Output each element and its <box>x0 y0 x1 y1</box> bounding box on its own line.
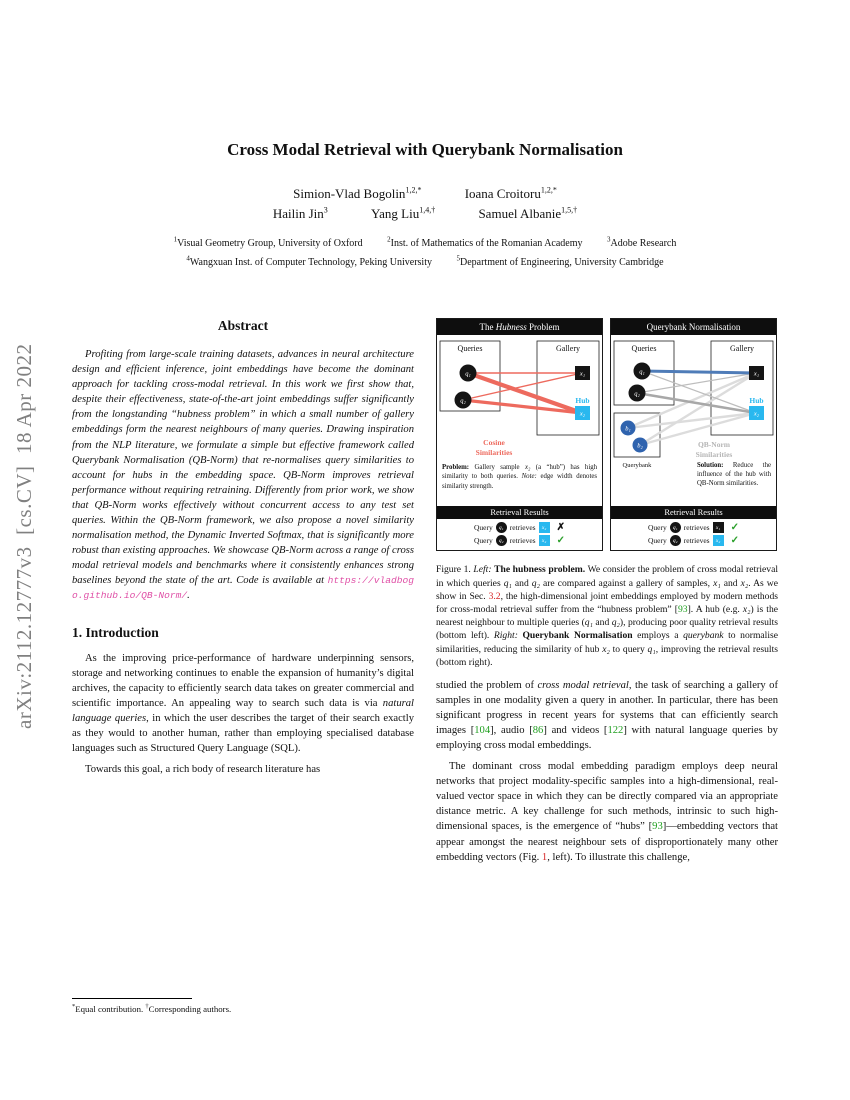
text-segment: and <box>720 577 741 589</box>
row-text: retrieves <box>683 536 710 546</box>
text-segment: , the high-dimensional joint embeddings employed by modern methods for cross-modal retrieval suffer from the “hubness problem” [ <box>436 590 778 616</box>
i-segment: q₂ <box>531 577 540 589</box>
author <box>273 206 328 221</box>
i-segment: q₁ <box>503 577 512 589</box>
query-node-icon-label: q₁ <box>498 524 504 531</box>
x1-node-label: x₁ <box>579 370 586 378</box>
affiliation <box>387 235 583 249</box>
b-segment: Problem: <box>442 463 470 471</box>
cite-segment[interactable]: 93 <box>678 604 688 616</box>
text-segment: and <box>511 577 532 589</box>
abstract-heading: Abstract <box>217 318 269 334</box>
arxiv-watermark: arXiv:2112.12777v3 [cs.CV] 18 Apr 2022 <box>12 343 36 729</box>
x2-node-label: x₂ <box>579 410 586 418</box>
ref-segment[interactable]: 1 <box>541 851 548 863</box>
affiliation-row <box>0 253 850 272</box>
text-segment: Reduce the influence of the hub with QB-Norm similarities. <box>697 461 771 488</box>
paper-title: Cross Modal Retrieval with Querybank Normalisation <box>227 140 623 159</box>
figure-1 <box>436 318 778 551</box>
author-name: Simion-Vlad Bogolin <box>293 186 406 202</box>
text-segment: ), producing poor quality retrieval results (bottom left). <box>436 617 778 642</box>
queries-label: Queries <box>631 343 657 353</box>
retrieval-results-header: Retrieval Results <box>611 506 776 520</box>
affiliation <box>173 235 363 249</box>
gallery-box <box>537 341 599 435</box>
right-column <box>436 318 778 870</box>
text-segment: , left). To illustrate this challenge, <box>547 851 690 863</box>
check-mark-icon: ✓ <box>730 522 739 534</box>
query-node-icon <box>670 535 681 546</box>
hubness-panel-header <box>437 319 602 335</box>
hubness-diagram <box>437 335 602 461</box>
author-sup: 3 <box>323 205 328 215</box>
row-text: Query <box>474 523 493 533</box>
text-segment: , the task of searching a gallery of samples in one modality given a query in another. In particular, there has been significant progress in recent years for systems that can efficiently search images [ <box>436 680 778 737</box>
querybank-label: Querybank <box>622 461 652 469</box>
text-segment: Profiting from large-scale training datasets, advances in neural architecture design and efficient inference, joint embeddings have become the dominant approach for tackling cross-modal retrieval. In this work we first show that, despite their effectiveness, state-of-the-art joint embeddings suffer significantly from the longstanding “hubness problem” in which a small number of gallery embeddings form the nearest neighbours of many queries. Drawing inspiration from the NLP literature, we formulate a simple but effective framework called Querybank Normalisation (QB-Norm) that re-normalises query similarities to account for hubs in the embedding space. QB-Norm improves retrieval performance without requiring retraining. Differently from prior work, we show that QB-Norm works effectively without concurrent access to any test set queries. Within the QB-Norm framework, we also propose a novel similarity normalisation method, the Dynamic Inverted Softmax, that is significantly more robust than existing approaches. We showcase QB-Norm across a range of cross modal retrieval models and benchmarks where it consistently enhances strong baselines beyond the state of the art. Code is available at <box>72 349 414 586</box>
cross-mark-icon: ✗ <box>556 522 565 534</box>
querybank-panel-header: Querybank Normalisation <box>611 319 776 335</box>
author-name: Yang Liu <box>371 205 420 221</box>
sup-segment: † <box>145 1003 149 1010</box>
x1-node-label: x₁ <box>753 370 760 378</box>
affiliation <box>456 254 664 269</box>
intro-paragraph-1 <box>72 651 414 756</box>
affiliation-row <box>0 234 850 253</box>
i-segment: cross modal retrieval <box>537 680 629 692</box>
affiliation-sup: 1 <box>173 235 178 244</box>
cite-segment[interactable]: 122 <box>607 725 624 737</box>
i-segment: x₂ <box>742 604 751 616</box>
text-segment: to normalise similarities, reducing the similarity of hub <box>436 630 778 655</box>
header-text: Problem <box>526 321 560 332</box>
check-mark-icon: ✓ <box>556 535 565 547</box>
hub-label: Hub <box>749 395 764 405</box>
retrieval-results <box>437 519 602 550</box>
right-paragraph-1 <box>436 678 778 753</box>
gallery-hub-icon <box>539 522 550 533</box>
text-segment: We consider the problem of cross modal retrieval in which queries <box>436 564 778 589</box>
query-node-icon <box>670 522 681 533</box>
sup-segment: * <box>72 1003 76 1010</box>
query-node-icon-label: q₁ <box>672 524 678 531</box>
hubness-problem-panel <box>436 318 603 551</box>
gallery-node-icon <box>713 522 724 533</box>
author <box>371 206 435 221</box>
author-block <box>0 186 850 222</box>
affiliation-sup: 2 <box>387 235 391 244</box>
affiliation-block <box>0 234 850 273</box>
problem-note <box>437 461 602 506</box>
query-node-icon-label: q₂ <box>672 537 678 544</box>
query-node-icon-label: q₂ <box>498 537 504 544</box>
affiliation-text: Wangxuan Inst. of Computer Technology, Peking University <box>189 257 432 269</box>
row-text: retrieves <box>509 523 536 533</box>
gallery-label: Gallery <box>556 343 580 353</box>
author-sup: 1,5,† <box>561 205 578 215</box>
text-segment: Gallery sample <box>469 463 525 471</box>
text-segment: ] and videos [ <box>543 725 608 737</box>
right-paragraph-2 <box>436 759 778 864</box>
cite-segment[interactable]: 104 <box>474 725 491 737</box>
i-segment: x₂ <box>602 643 610 655</box>
gallery-icon-label: x₂ <box>541 524 547 531</box>
gallery-icon-label: x₂ <box>541 537 547 544</box>
i-segment: querybank <box>683 630 724 642</box>
row-text: retrieves <box>683 523 710 533</box>
row-text: Query <box>648 523 667 533</box>
affiliation-text: Adobe Research <box>610 237 677 249</box>
text-segment: (a “hub”) has high similarity to both queries. <box>442 463 597 481</box>
gallery-icon-label: x₁ <box>715 524 721 531</box>
author <box>478 206 577 221</box>
query-node-icon <box>496 522 507 533</box>
footnote <box>72 998 414 1014</box>
query-node-icon <box>496 535 507 546</box>
i-segment: q₂ <box>611 617 620 629</box>
affiliation <box>607 235 677 249</box>
two-column-body <box>72 318 778 870</box>
author-row <box>0 186 850 202</box>
text-segment: ] with natural language queries by employing cross modal embeddings. <box>436 725 778 752</box>
text-segment: Figure 1. <box>436 564 474 576</box>
affiliation-text: Department of Engineering, University Cambridge <box>460 257 664 269</box>
qbnorm-similarities-label: Similarities <box>695 449 733 459</box>
gallery-hub-icon <box>539 535 550 546</box>
i-segment: q₁ <box>584 617 593 629</box>
querybank-diagram-area <box>611 335 776 506</box>
gallery-hub-icon <box>713 535 724 546</box>
x2-node-label: x₂ <box>753 410 760 418</box>
qbnorm-similarities-label: QB-Norm <box>697 439 731 449</box>
cite-segment[interactable]: 86 <box>532 725 544 737</box>
text-segment: . As we show in Sec. <box>436 577 778 602</box>
cosine-similarities-label: Similarities <box>475 447 513 457</box>
hubness-diagram-area <box>437 335 602 506</box>
gallery-label: Gallery <box>730 343 754 353</box>
b-segment: Solution: <box>697 461 724 469</box>
querybank-normalisation-panel <box>610 318 777 551</box>
text-segment: , in which the user describes the target of their search exactly as they would to another human, rather than employing specialised database languages such as Structured Query Language (SQL). <box>72 712 414 755</box>
i-segment: Note: <box>521 473 537 481</box>
abstract-text <box>72 347 414 603</box>
text-segment: Equal contribution. <box>75 1003 146 1014</box>
retrieval-row <box>613 521 774 534</box>
i-segment: natural language queries <box>72 697 414 724</box>
author-name: Samuel Albanie <box>478 205 562 221</box>
row-text: Query <box>474 536 493 546</box>
i-segment: x₁ <box>713 577 721 589</box>
text-segment: edge width denotes similarity strength. <box>442 473 597 490</box>
i-segment: x₂ <box>740 577 749 589</box>
b2-node-label: b₂ <box>637 442 643 450</box>
check-mark-icon: ✓ <box>730 535 739 547</box>
header-text: Hubness <box>495 321 527 332</box>
retrieval-row <box>439 521 600 534</box>
text-segment: ) is the nearest neighbour to multiple queries ( <box>436 604 778 629</box>
q1-node-label: q₁ <box>465 370 471 378</box>
b-segment: Querybank Normalisation <box>522 630 633 642</box>
footnote-text <box>72 1003 414 1014</box>
affiliation-sup: 3 <box>607 235 611 244</box>
author-sup: 1,4,† <box>419 205 436 215</box>
intro-paragraph-2: Towards this goal, a rich body of research literature has <box>85 764 321 776</box>
cosine-similarities-label: Cosine <box>483 437 505 447</box>
edge-q1-x1 <box>642 371 756 373</box>
header-text: The <box>479 321 496 332</box>
affiliation <box>186 254 432 269</box>
text-segment: to query <box>609 643 648 655</box>
footnote-rule <box>72 998 192 999</box>
gallery-icon-label: x₂ <box>715 537 721 544</box>
text-segment: . <box>187 589 190 601</box>
text-segment: employs a <box>632 630 684 642</box>
hub-label: Hub <box>575 395 590 405</box>
text-segment: , improving the retrieval results (bottom right). <box>436 643 778 668</box>
affiliation-text: Visual Geometry Group, University of Oxford <box>177 237 363 249</box>
ref-segment[interactable]: 3.2 <box>488 590 501 602</box>
q2-node-label: q₂ <box>634 390 640 398</box>
q1-node-label: q₁ <box>639 368 645 376</box>
affiliation-sup: 5 <box>456 254 460 263</box>
affiliation-text: Inst. of Mathematics of the Romanian Academy <box>390 237 583 249</box>
text-segment: Corresponding authors. <box>148 1003 232 1014</box>
retrieval-row <box>613 534 774 547</box>
i-segment: q₁ <box>647 643 656 655</box>
code-url-link[interactable]: https://vladbogo.github.io/QB-Norm/ <box>72 574 414 601</box>
q2-node-label: q₂ <box>460 397 466 405</box>
text-segment: studied the problem of <box>436 680 538 692</box>
author <box>465 186 557 201</box>
text-segment: are compared against a gallery of samples, <box>539 577 714 589</box>
retrieval-results-header: Retrieval Results <box>437 506 602 520</box>
b1-node-label: b₁ <box>625 425 631 433</box>
retrieval-results <box>611 519 776 550</box>
affiliation-sup: 4 <box>186 254 190 263</box>
i-segment: Left: <box>473 564 492 576</box>
solution-note <box>697 461 771 489</box>
author-name: Hailin Jin <box>272 205 324 221</box>
row-text: Query <box>648 536 667 546</box>
queries-label: Queries <box>457 343 483 353</box>
left-column <box>72 318 414 870</box>
text-segment: and <box>592 617 612 629</box>
text-segment: As the improving price-performance of hardware underpinning sensors, storage and networking continues to enable the expansion of humanity’s digital archives, the capacity to efficiently search data takes on greater commercial and scientific importance. An appealing way to search such data is via <box>72 652 414 709</box>
retrieval-row <box>439 534 600 547</box>
i-segment: x₂ <box>524 463 531 471</box>
author-row <box>0 205 850 221</box>
text-segment: ]. A hub (e.g. <box>687 604 743 616</box>
figure-caption <box>436 563 778 669</box>
author-sup: 1,2,* <box>405 186 422 195</box>
section-heading-introduction: 1. Introduction <box>72 624 159 640</box>
author <box>293 186 421 201</box>
text-segment: ]—embedding vectors that appear amongst the nearest neighbour sets of disproportionately many other embedding vectors (Fig. <box>436 821 779 863</box>
b-segment: The hubness problem. <box>494 564 586 576</box>
text-segment: The dominant cross modal embedding paradigm employs deep neural networks that project modality-specific samples into a high-dimensional, real-valued vector space in which they can be directly compared via an appropriate distance metric. A key challenge for such methods, intrinsic to such high-dimensional spaces, is the emergence of “hubs” [ <box>436 761 778 833</box>
i-segment: Right: <box>493 630 518 642</box>
text-segment: ], audio [ <box>490 725 533 737</box>
author-name: Ioana Croitoru <box>464 186 541 202</box>
row-text: retrieves <box>509 536 536 546</box>
author-sup: 1,2,* <box>540 186 557 195</box>
cite-segment[interactable]: 93 <box>652 821 663 833</box>
